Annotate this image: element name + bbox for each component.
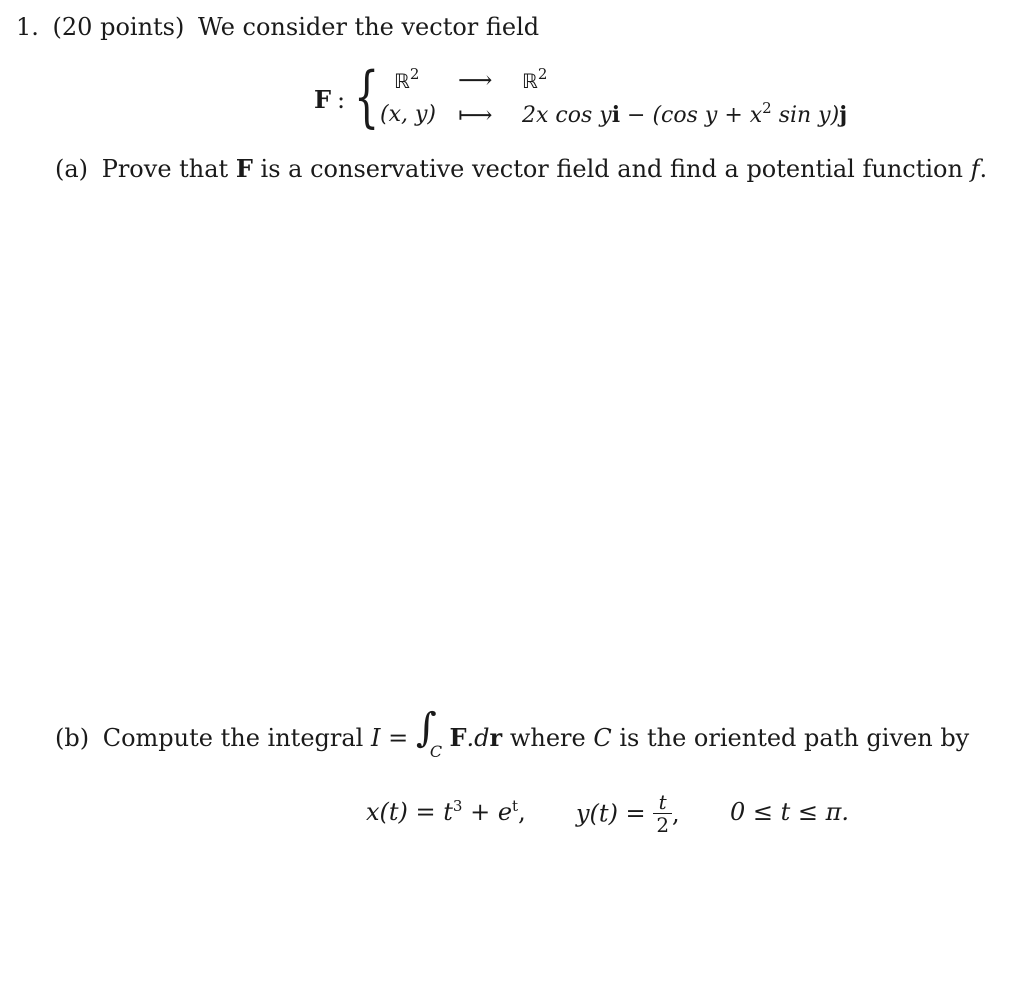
part-a-period: .	[979, 155, 988, 183]
map-colon: :	[337, 86, 346, 114]
part-b-text-1: Compute the integral	[102, 724, 364, 752]
part-b-text-2: where	[509, 724, 586, 752]
part-a-text-1: Prove that	[101, 155, 229, 183]
part-a-f: f	[970, 155, 980, 183]
y-equation: y(t) = $\frac{t}{2}$ ,	[576, 790, 680, 837]
problem-points: (20 points)	[52, 13, 185, 41]
part-a-bold-F: F	[235, 154, 253, 183]
integrand-dot: .d	[466, 724, 490, 752]
problem-header	[16, 13, 539, 41]
part-a	[55, 155, 987, 183]
part-b	[55, 705, 970, 761]
problem-number: 1.	[16, 13, 39, 41]
problem-intro: We consider the vector field	[198, 13, 540, 41]
path-C: C	[593, 724, 612, 752]
integral-sign: ∫	[415, 705, 437, 751]
map-arrow-bottom: ⟼	[458, 101, 493, 129]
left-brace: {	[354, 58, 380, 135]
x-equation: $x(t) = t^3 + e^t$,	[366, 797, 526, 826]
map-name: F	[314, 85, 332, 114]
parameter-range: 0 ≤ t ≤ π.	[730, 798, 850, 826]
line-integral	[415, 705, 443, 761]
integral-lhs: I =	[370, 724, 409, 752]
map-input: (x, y)	[380, 102, 436, 127]
map-domain: ℝ$^2$	[394, 65, 420, 93]
integrand-r: r	[489, 723, 503, 752]
y-fraction: $\frac{t}{2}$	[653, 791, 672, 836]
part-b-text-3: is the oriented path given by	[619, 724, 970, 752]
integrand-F: F	[449, 723, 467, 752]
part-a-label: (a)	[55, 155, 89, 183]
integral-subscript: C	[429, 742, 443, 761]
map-codomain: ℝ$^2$	[522, 65, 548, 93]
map-output: 2x cos yi − (cos $y + x^2$ sin y)j	[522, 99, 848, 128]
part-a-text-2: is a conservative vector field and find a potential function	[260, 155, 963, 183]
map-arrow-top: ⟶	[458, 66, 493, 94]
part-b-label: (b)	[55, 724, 90, 752]
